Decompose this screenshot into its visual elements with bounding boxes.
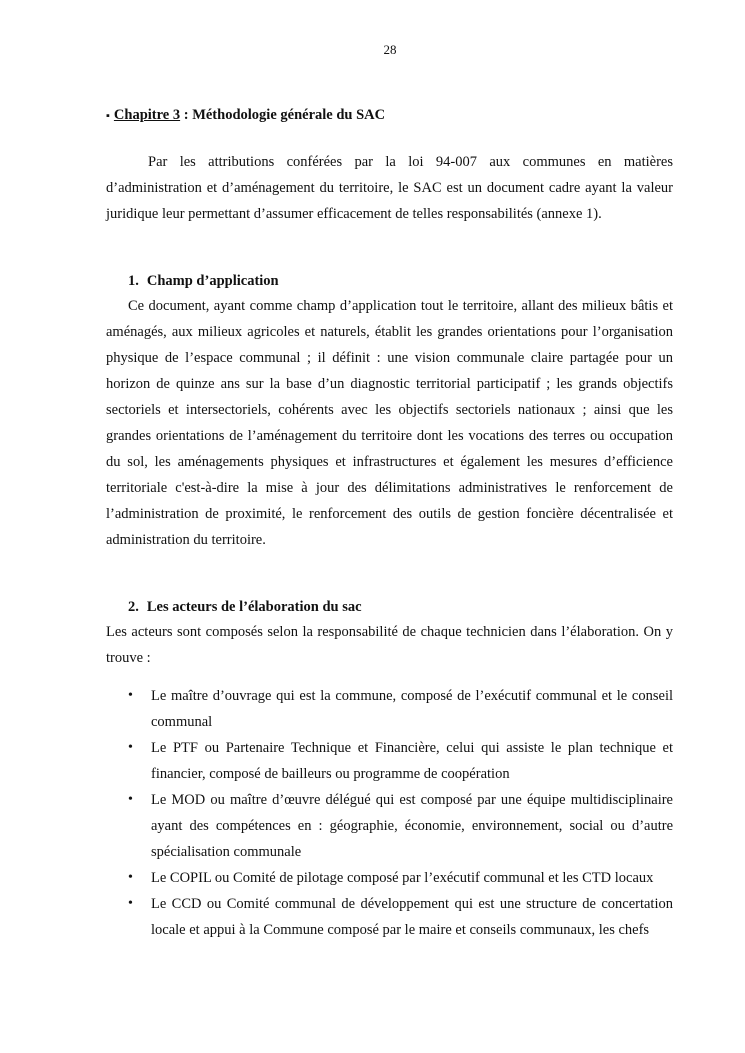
bullet-icon: •: [128, 792, 133, 807]
section-2-number: 2.: [128, 599, 139, 615]
actors-list: [106, 683, 673, 943]
intro-paragraph: Par les attributions conférées par la loi 94-007 aux communes en matières d’administration et d’aménagement du territoire, le SAC est un document cadre ayant la valeur juridique leur permettant d’assumer efficacement de telles responsabilités (annexe 1).: [106, 154, 673, 222]
section-1-number: 1.: [128, 273, 139, 289]
chapter-title: : Méthodologie générale du SAC: [180, 107, 386, 123]
list-item: [106, 865, 673, 891]
section-2-heading: [106, 595, 673, 619]
bullet-icon: •: [128, 870, 133, 885]
bullet-icon: •: [128, 896, 133, 911]
section-1-heading: [106, 269, 673, 293]
list-item: [106, 787, 673, 865]
list-item: [106, 891, 673, 943]
list-item-text: Le MOD ou maître d’œuvre délégué qui est composé par une équipe multidisciplinaire ayant des compétences en : géographie, économie, environnement, social ou d’autre spécialisation communale: [151, 792, 673, 860]
page-content: [106, 104, 673, 943]
bullet-icon: •: [128, 740, 133, 755]
list-item-text: Le COPIL ou Comité de pilotage composé par l’exécutif communal et les CTD locaux: [151, 870, 654, 886]
section-2-title: Les acteurs de l’élaboration du sac: [146, 599, 362, 615]
section-1-body: Ce document, ayant comme champ d’application tout le territoire, allant des milieux bâtis et aménagés, aux milieux agricoles et naturels, établit les grandes orientations pour l’organisation physique de l’espace communal ; il définit : une vision communale claire partagée pour un horizon de quinze ans sur la base d’un diagnostic territorial participatif ; les grands objectifs sectoriels et intersectoriels, cohérents avec les objectifs sectoriels nationaux ; ainsi que les grandes orientations de l’aménagement du territoire dont les vocations des terres ou occupation du sol, les aménagements physiques et infrastructures et également les mesures d’efficience territoriale c'est-à-dire la mise à jour des délimitations administratives le renforcement de l’administration de proximité, le renforcement des outils de gestion foncière décentralisée et administration du territoire.: [106, 298, 673, 548]
square-bullet-icon: ▪: [106, 110, 110, 122]
section-1-title: Champ d’application: [146, 273, 279, 289]
list-item: [106, 683, 673, 735]
list-item-text: Le CCD ou Comité communal de développement qui est une structure de concertation locale et appui à la Commune composé par le maire et conseils communaux, les chefs: [151, 896, 673, 938]
chapter-heading: [106, 104, 673, 127]
list-item-text: Le PTF ou Partenaire Technique et Financière, celui qui assiste le plan technique et financier, composé de bailleurs ou programme de coopération: [151, 740, 673, 782]
chapter-label: Chapitre 3: [113, 107, 181, 123]
bullet-icon: •: [128, 688, 133, 703]
section-2-intro: Les acteurs sont composés selon la responsabilité de chaque technicien dans l’élaboration. On y trouve :: [106, 624, 673, 666]
list-item-text: Le maître d’ouvrage qui est la commune, composé de l’exécutif communal et le conseil communal: [151, 688, 673, 730]
page-number: 28: [383, 42, 397, 57]
list-item: [106, 735, 673, 787]
